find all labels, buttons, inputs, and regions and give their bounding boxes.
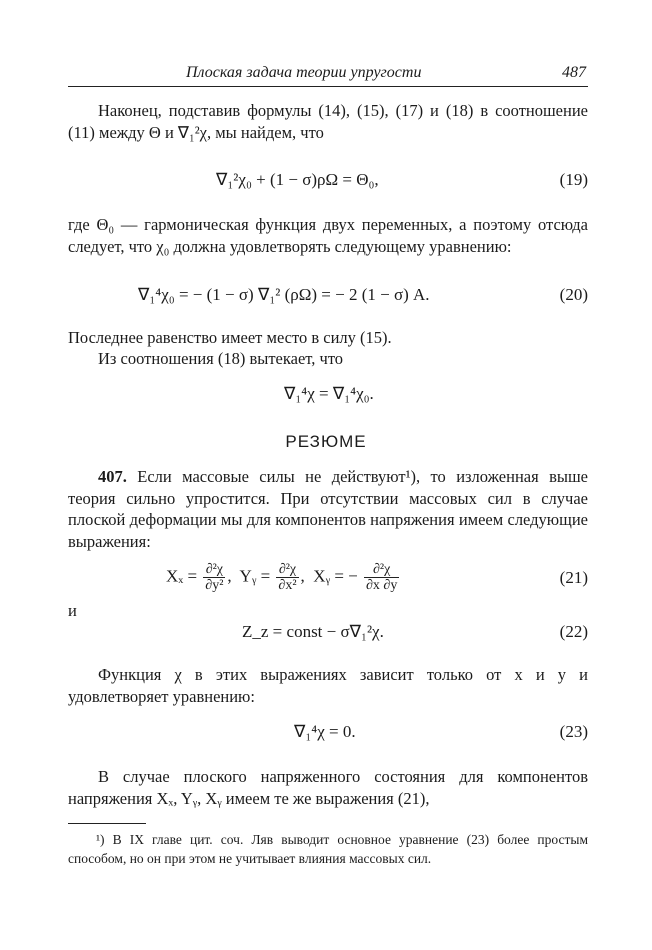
paragraph-number: 407.: [98, 467, 127, 486]
equation-22-number: (22): [559, 622, 588, 641]
equation-22-formula: Z_z = const − σ∇₁²χ.: [242, 622, 384, 641]
fraction-xx: [203, 562, 225, 593]
fraction-denominator: ∂x²: [278, 578, 297, 593]
equation-23-formula: ∇₁⁴χ = 0.: [294, 722, 356, 741]
paragraph-summary: [68, 466, 588, 552]
fraction-denominator: ∂x ∂y: [366, 578, 398, 593]
paragraph-intro: Наконец, подставив формулы (14), (15), (17) и (18) в соотношение (11) между Θ и ∇₁²χ, мы найдем, что: [68, 101, 588, 142]
paragraph-relation: Из соотношения (18) вытекает, что: [98, 349, 344, 368]
header-title: Плоская задача теории упругости: [186, 64, 422, 81]
stress-xx-label: Xₓ =: [166, 566, 198, 586]
equation-unnumbered-formula: ∇₁⁴χ = ∇₁⁴χ₀.: [284, 384, 374, 403]
equation-19-formula: ∇₁²χ₀ + (1 − σ)ρΩ = Θ₀,: [216, 170, 379, 189]
paragraph-summary-text: Если массовые силы не действуют¹), то изложенная выше теория сильно упростится. При отсутствии массовых сил в случае плоской деформации мы для компонентов напряжения имеем следующие выражения:: [68, 467, 589, 551]
fraction-denominator: ∂y²: [205, 578, 224, 593]
equation-21-formula: Xₓ = $\frac{\text{∂²χ}}{\text{∂y²}}$ , Yᵧ = $\frac{\text{∂²χ}}{\text{∂x²}}$ , Xᵧ = − $\frac{\text{∂²χ}}{\partial x \partial y}$: [166, 562, 398, 593]
running-header: [68, 64, 588, 87]
equation-23-number: (23): [559, 722, 588, 741]
fraction-numerator: ∂²χ: [364, 562, 399, 578]
fraction-yy: [276, 562, 298, 593]
stress-yy-label: Yᵧ =: [239, 566, 271, 586]
fraction-numerator: ∂²χ: [203, 562, 225, 578]
fraction-xy: [364, 562, 399, 593]
equation-21-number: (21): [559, 568, 588, 587]
equation-unnumbered: [68, 384, 588, 412]
footnote: ¹) В IX главе цит. соч. Ляв выводит основное уравнение (23) более простым способом, но он при этом не учитывает влияния массовых сил.: [68, 832, 588, 866]
equation-20-formula: ∇₁⁴χ₀ = − (1 − σ) ∇₁² (ρΩ) = − 2 (1 − σ) A.: [138, 285, 430, 304]
equation-19-number: (19): [559, 170, 588, 189]
paragraph-plane-stress: В случае плоского напряженного состояния для компонентов напряжения Xₓ, Yᵧ, Xᵧ имеем те же выражения (21),: [68, 767, 588, 808]
paragraph-harmonic: где Θ₀ — гармоническая функция двух переменных, а поэтому отсюда следует, что χ₀ должна удовлетворять следующему уравнению:: [68, 215, 588, 256]
equation-23: [68, 722, 588, 750]
fraction-numerator: ∂²χ: [276, 562, 298, 578]
equation-19: [68, 170, 588, 198]
section-heading: РЕЗЮМЕ: [285, 432, 367, 451]
equation-20-number: (20): [559, 285, 588, 304]
equation-21: [68, 560, 588, 600]
equation-22: [68, 622, 588, 650]
word-and: и: [68, 601, 77, 620]
stress-xy-label: Xᵧ = −: [313, 566, 358, 586]
page-number: 487: [562, 64, 586, 81]
paragraph-function: Функция χ в этих выражениях зависит только от x и y и удовлетворяет уравнению:: [68, 665, 588, 706]
equation-20: [68, 285, 588, 313]
paragraph-equality: Последнее равенство имеет место в силу (15).: [68, 328, 392, 347]
footnote-rule: [68, 823, 146, 824]
